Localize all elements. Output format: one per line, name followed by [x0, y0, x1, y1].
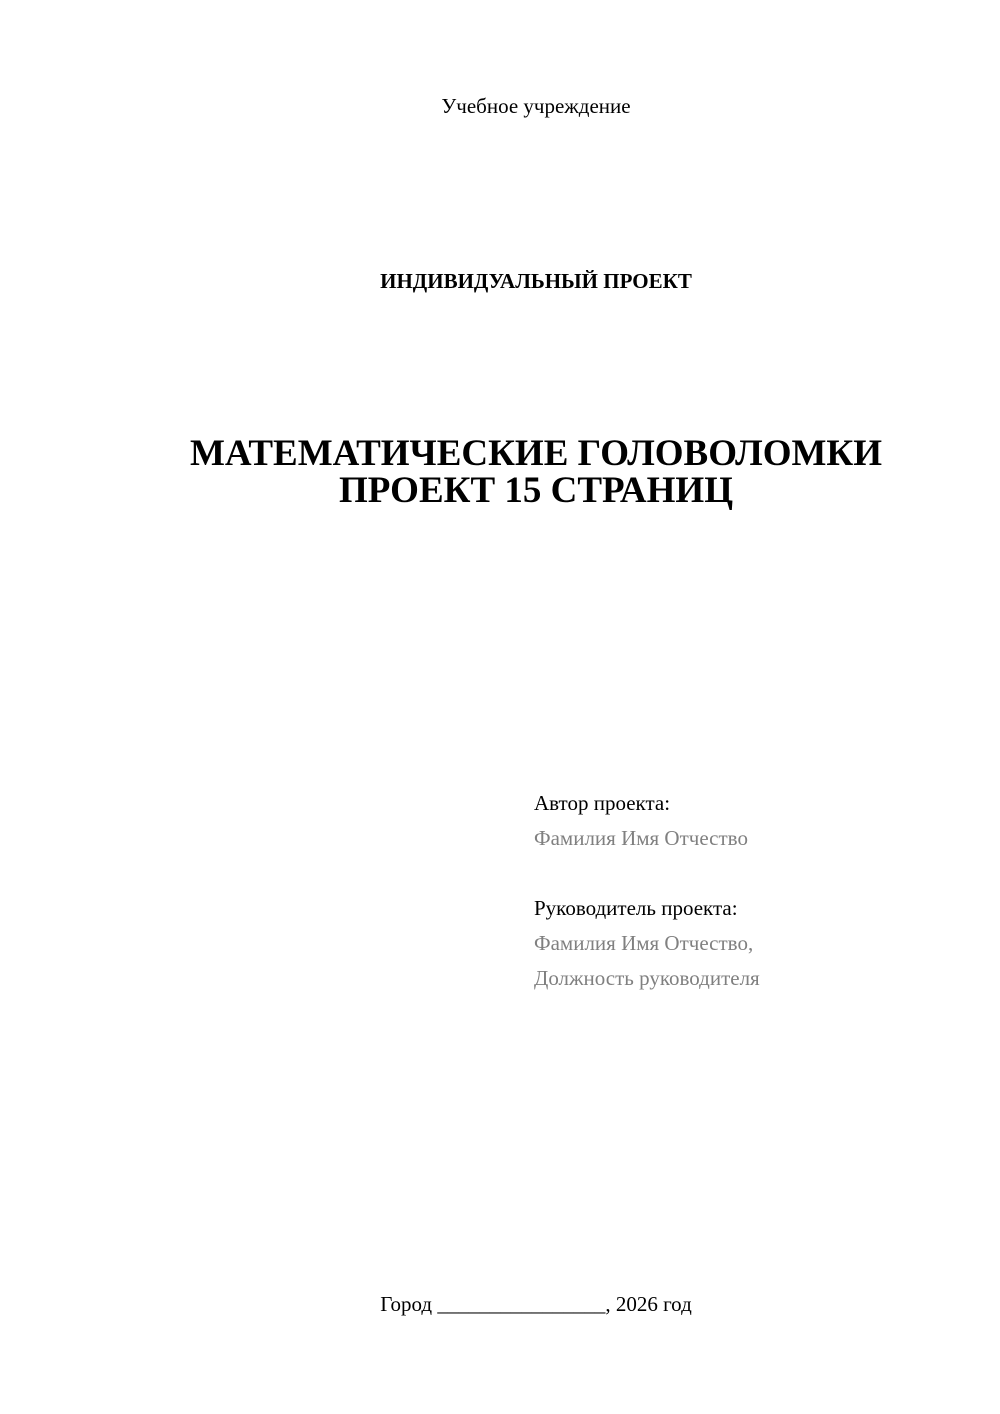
city-year-line: Город ________________, 2026 год: [380, 1292, 692, 1316]
author-name: Фамилия Имя Отчество: [534, 826, 748, 850]
project-title-line-1: МАТЕМАТИЧЕСКИЕ ГОЛОВОЛОМКИ: [189, 433, 883, 474]
supervisor-label: Руководитель проекта:: [534, 896, 738, 920]
project-type-heading: ИНДИВИДУАЛЬНЫЙ ПРОЕКТ: [380, 269, 692, 293]
author-label: Автор проекта:: [534, 791, 671, 815]
institution-name: Учебное учреждение: [441, 94, 631, 118]
project-title: [0, 435, 1000, 509]
project-info-block: [534, 786, 760, 996]
project-title-line-2: ПРОЕКТ 15 СТРАНИЦ: [339, 470, 733, 511]
supervisor-name: Фамилия Имя Отчество,: [534, 931, 754, 955]
info-spacer: [534, 856, 760, 891]
supervisor-position: Должность руководителя: [534, 966, 760, 990]
